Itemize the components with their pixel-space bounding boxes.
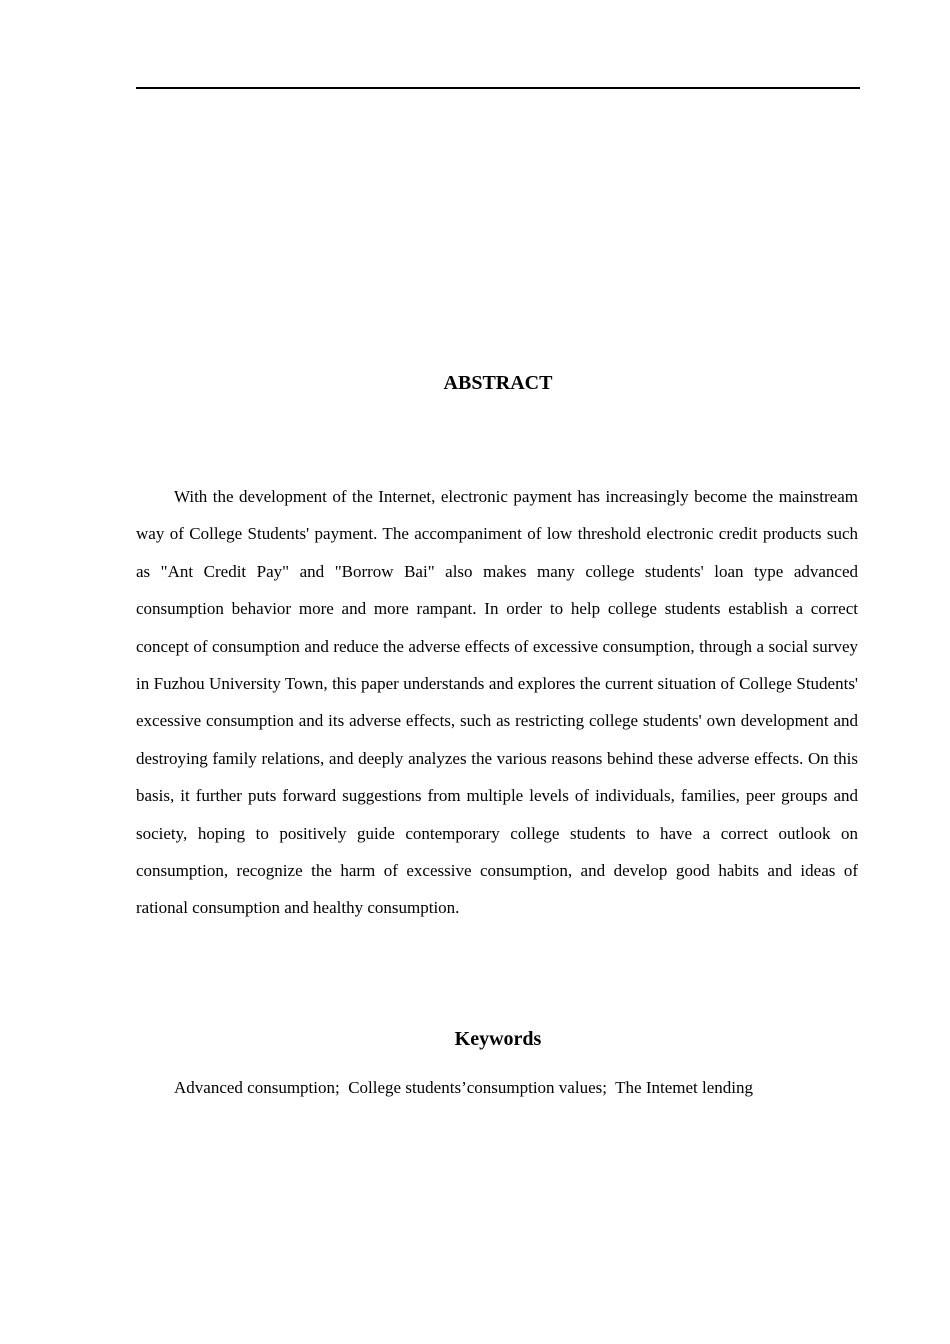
keyword-separator xyxy=(340,1078,349,1097)
header-rule xyxy=(136,87,860,89)
keyword-item: The Intemet lending xyxy=(615,1078,754,1097)
abstract-paragraph: With the development of the Internet, electronic payment has increasingly become the mainstream way of College Students' payment. The accompaniment of low threshold electronic credit products such as "Ant Credit Pay" and "Borrow Bai" also makes many college students' loan type advanced consumption behavior more and more rampant. In order to help college students establish a correct concept of consumption and reduce the adverse effects of excessive consumption, through a social survey in Fuzhou University Town, this paper understands and explores the current situation of College Students' excessive consumption and its adverse effects, such as restricting college students' own development and destroying family relations, and deeply analyzes the various reasons behind these adverse effects. On this basis, it further puts forward suggestions from multiple levels of individuals, families, peer groups and society, hoping to positively guide contemporary college students to have a correct outlook on consumption, recognize the harm of excessive consumption, and develop good habits and ideas of rational consumption and healthy consumption. xyxy=(136,487,858,918)
keyword-item: Advanced consumption; xyxy=(174,1078,340,1097)
keyword-separator xyxy=(607,1078,615,1097)
keywords-list xyxy=(174,1076,874,1100)
keyword-item: College students’consumption values; xyxy=(348,1078,607,1097)
keywords-heading: Keywords xyxy=(454,1028,542,1050)
abstract-heading: ABSTRACT xyxy=(443,372,553,394)
